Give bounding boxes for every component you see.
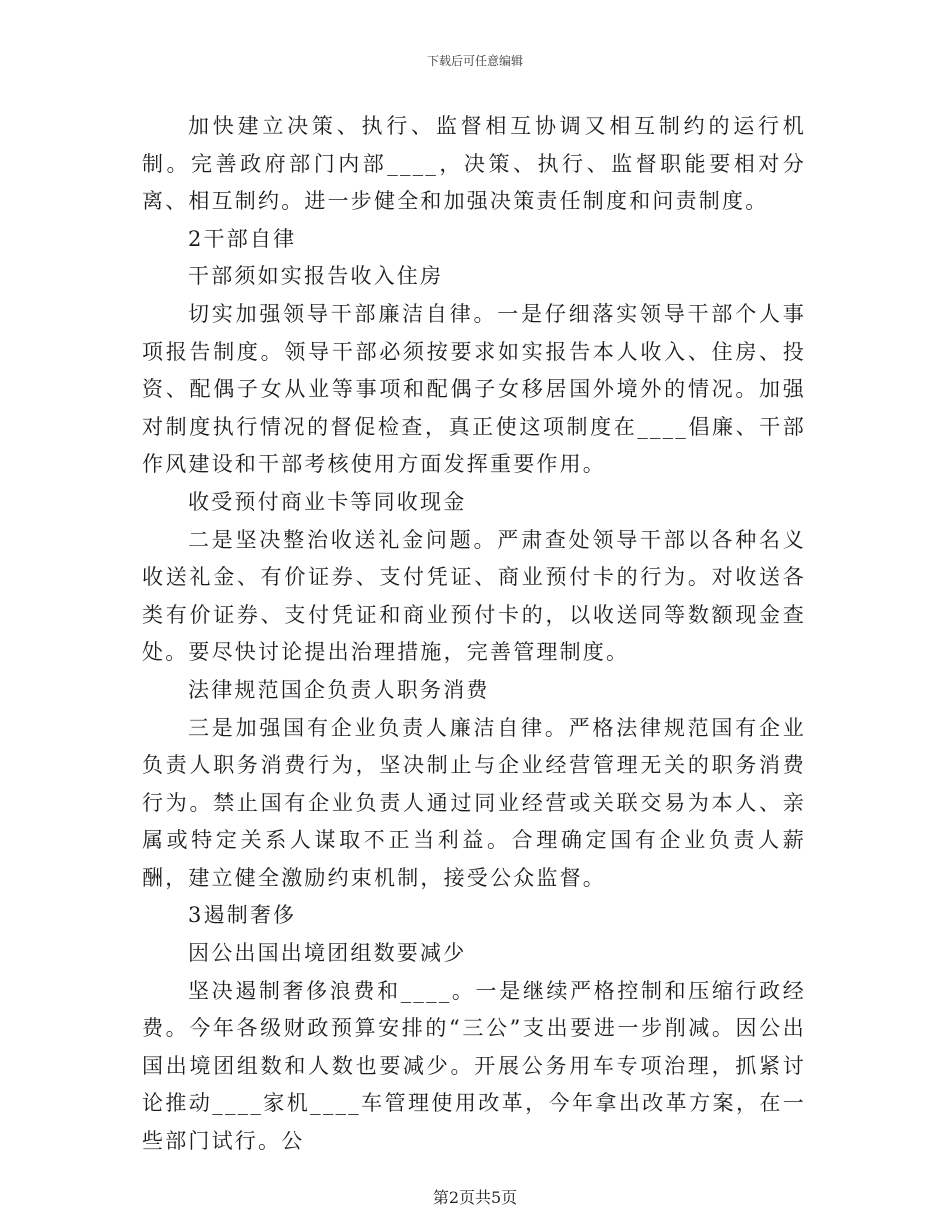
subheading: 法律规范国企负责人职务消费 [188,677,490,702]
paragraph: 三是加强国有企业负责人廉洁自律。严格法律规范国有企业负责人职务消费行为，坚决制止与企业经营管理无关的职务消费行为。禁止国有企业负责人通过同业经营或关联交易为本人、亲属或特定关系人谋取不正当利益。合理确定国有企业负责人薪酬，建立健全激励约束机制，接受公众监督。 [142,715,806,890]
page-footer: 第2页共5页 [432,1188,518,1207]
page-header: 下载后可任意编辑 [426,54,523,68]
section-heading: 2干部自律 [188,226,297,251]
section-heading: 3遏制奢侈 [188,903,297,928]
paragraph: 坚决遏制奢侈浪费和____。一是继续严格控制和压缩行政经费。今年各级财政预算安排的“三公”支出要进一步削减。因公出国出境团组数和人数也要减少。开展公务用车专项治理，抓紧讨论推动____家机____车管理使用改革，今年拿出改革方案，在一些部门试行。公 [142,978,806,1154]
subheading: 因公出国出境团组数要减少 [188,941,467,966]
document-body [142,108,806,1161]
paragraph: 二是坚决整治收送礼金问题。严肃查处领导干部以各种名义收送礼金、有价证券、支付凭证、商业预付卡的行为。对收送各类有价证券、支付凭证和商业预付卡的，以收送同等数额现金查处。要尽快讨论提出治理措施，完善管理制度。 [142,527,806,665]
paragraph: 切实加强领导干部廉洁自律。一是仔细落实领导干部个人事项报告制度。领导干部必须按要求如实报告本人收入、住房、投资、配偶子女从业等事项和配偶子女移居国外境外的情况。加强对制度执行情况的督促检查，真正使这项制度在____倡廉、干部作风建设和干部考核使用方面发挥重要作用。 [142,301,806,477]
subheading: 收受预付商业卡等同收现金 [188,489,467,514]
subheading: 干部须如实报告收入住房 [188,264,444,289]
paragraph: 加快建立决策、执行、监督相互协调又相互制约的运行机制。完善政府部门内部____，决策、执行、监督职能要相对分离、相互制约。进一步健全和加强决策责任制度和问责制度。 [142,114,806,214]
